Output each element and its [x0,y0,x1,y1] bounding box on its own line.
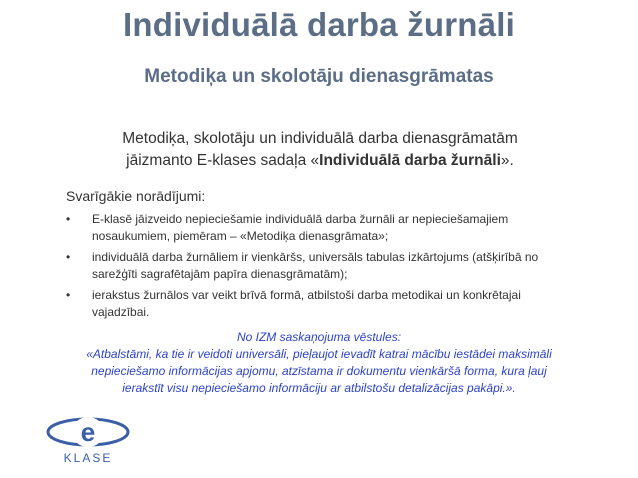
list-item [66,249,566,283]
intro-paragraph [90,128,550,172]
list-item-text: ierakstus žurnālos var veikt brīvā formā, atbilstoši darba metodikai un konkrētajai vajadzībai. [92,288,521,319]
bullet-icon: • [66,250,71,264]
intro-bold-section-name: Individuālā darba žurnāli [319,152,501,169]
page-subtitle: Metodiķa un skolotāju dienasgrāmatas [144,66,494,87]
logo-letter: e [80,417,96,447]
list-item [66,287,566,321]
e-klase-logo-icon [38,410,138,468]
page-title: Individuālā darba žurnāli [123,6,515,43]
list-item-text: individuālā darba žurnāliem ir vienkāršs, universāls tabulas izkārtojums (atšķirībā no sarežģīti sagrafētajām papīra dienasgrāmatām); [92,250,539,281]
intro-text-before: Metodiķa, skolotāju un individuālā darba dienasgrāmatām jāizmanto E-klases sadaļa « [122,130,518,169]
bullet-icon: • [66,212,71,226]
quote-text: «Atbalstāmi, ka tie ir veidoti universāli, pieļaujot ievadīt katrai mācību iestādei maksimāli nepieciešamo informācijas apjomu, atzīstama ir dokumentu vienkāršā forma, kura ļauj ierakstīt visu nepieciešamo informāciju ar atbilstošu detalizācijas pakāpi.». [86,347,552,395]
quote-title: No IZM saskaņojuma vēstules: [236,330,402,344]
intro-text-after: ». [500,152,514,169]
bullet-icon: • [66,288,71,302]
list-item [66,211,566,245]
notes-list [66,211,566,325]
list-item-text: E-klasē jāizveido nepieciešamie individuālā darba žurnāli ar nepieciešamajiem nosaukumiem, piemēram – «Metodiķa dienasgrāmata»; [92,212,509,243]
logo-svg [38,410,138,468]
notes-heading: Svarīgākie norādījumi: [66,188,206,204]
logo-text: KLASE [63,451,113,465]
